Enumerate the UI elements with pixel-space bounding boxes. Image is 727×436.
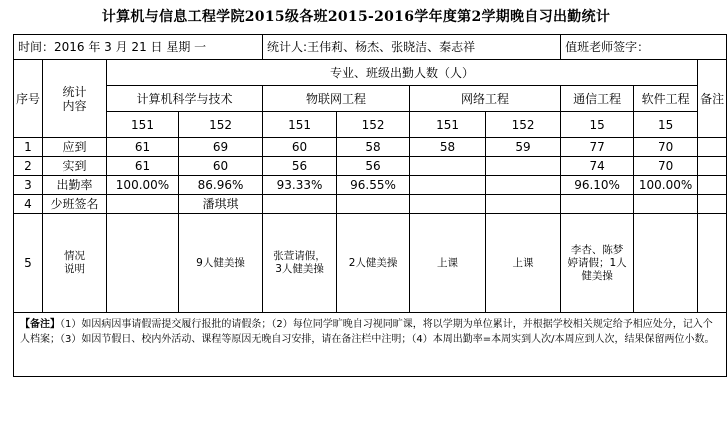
class-cell: 15 (561, 112, 634, 138)
data-cell: 96.55% (337, 176, 410, 195)
situation-row (14, 214, 727, 313)
data-cell: 56 (337, 157, 410, 176)
page-title: 计算机与信息工程学院2015级各班2015-2016学年度第2学期晚自习出勤统计 (101, 9, 611, 25)
row-label: 实到 (43, 157, 107, 176)
remark-header: 备注 (698, 60, 727, 138)
row-number: 3 (14, 176, 43, 195)
data-cell: 56 (263, 157, 337, 176)
signature-cell (486, 195, 561, 214)
time-cell: 时间：2016 年 3 月 21 日 星期 一 (14, 35, 263, 60)
data-cell: 61 (107, 138, 179, 157)
counters-cell: 统计人:王伟莉、杨杰、张晓洁、秦志祥 (263, 35, 561, 60)
row-label: 少班签名 (43, 195, 107, 214)
major-row (14, 86, 727, 112)
note-text: （1）如因病因事请假需提交履行报批的请假条；（2）每位同学旷晚自习视同旷课，将以学期为单位累计，并根据学校相关规定给予相应处分，记入个人档案；（3）如因节假日、校内外活动、课程等原因无晚自习安排，请在备注栏中注明；（4）本周出勤率=本周实到人次/本周应到人次，结果保留两位小数。 (20, 319, 715, 345)
note-cell (14, 313, 727, 377)
signature-cell: 值班老师签字： (561, 35, 727, 60)
row-number: 1 (14, 138, 43, 157)
remark-cell (698, 176, 727, 195)
signature-cell: 潘琪琪 (179, 195, 263, 214)
row-label: 出勤率 (43, 176, 107, 195)
situation-cell (107, 214, 179, 313)
situation-cell: 李杏、陈梦婷请假；1人健美操 (561, 214, 634, 313)
class-cell: 15 (634, 112, 698, 138)
situation-cell (634, 214, 698, 313)
situation-cell: 张萱请假，3人健美操 (263, 214, 337, 313)
class-cell: 152 (179, 112, 263, 138)
row-number: 2 (14, 157, 43, 176)
data-cell: 60 (179, 157, 263, 176)
data-cell: 60 (263, 138, 337, 157)
data-cell (410, 176, 486, 195)
data-cell: 61 (107, 157, 179, 176)
signature-cell (634, 195, 698, 214)
info-row (14, 35, 727, 60)
situation-cell: 2人健美操 (337, 214, 410, 313)
major-cs: 计算机科学与技术 (107, 86, 263, 112)
data-cell: 58 (410, 138, 486, 157)
class-cell: 151 (263, 112, 337, 138)
stat-header: 统计 内容 (43, 60, 107, 138)
signature-cell (263, 195, 337, 214)
class-cell: 152 (486, 112, 561, 138)
data-cell: 86.96% (179, 176, 263, 195)
signature-cell (337, 195, 410, 214)
major-network: 网络工程 (410, 86, 561, 112)
class-cell: 151 (107, 112, 179, 138)
row-label: 情况 说明 (43, 214, 107, 313)
row-number: 4 (14, 195, 43, 214)
group-header: 专业、班级出勤人数（人） (107, 60, 698, 86)
class-row (14, 112, 727, 138)
data-cell: 70 (634, 138, 698, 157)
remark-cell (698, 214, 727, 313)
table-row (14, 176, 727, 195)
situation-cell: 上课 (486, 214, 561, 313)
data-cell (486, 176, 561, 195)
data-cell: 69 (179, 138, 263, 157)
table-row (14, 157, 727, 176)
remark-cell (698, 138, 727, 157)
seq-header: 序号 (14, 60, 43, 138)
header-group-row (14, 60, 727, 86)
data-cell (410, 157, 486, 176)
data-cell: 70 (634, 157, 698, 176)
major-software: 软件工程 (634, 86, 698, 112)
remark-cell (698, 157, 727, 176)
data-cell: 58 (337, 138, 410, 157)
table-row (14, 138, 727, 157)
situation-cell: 9人健美操 (179, 214, 263, 313)
note-prefix: 【备注】 (20, 319, 60, 330)
signature-cell (107, 195, 179, 214)
remark-cell (698, 195, 727, 214)
sign-row (14, 195, 727, 214)
row-number: 5 (14, 214, 43, 313)
note-row (14, 313, 727, 377)
major-iot: 物联网工程 (263, 86, 410, 112)
data-cell: 74 (561, 157, 634, 176)
data-cell: 77 (561, 138, 634, 157)
major-communication: 通信工程 (561, 86, 634, 112)
class-cell: 152 (337, 112, 410, 138)
data-cell: 93.33% (263, 176, 337, 195)
data-cell (486, 157, 561, 176)
data-cell: 59 (486, 138, 561, 157)
attendance-table (13, 34, 727, 377)
signature-cell (410, 195, 486, 214)
class-cell: 151 (410, 112, 486, 138)
signature-cell (561, 195, 634, 214)
row-label: 应到 (43, 138, 107, 157)
situation-cell: 上课 (410, 214, 486, 313)
data-cell: 100.00% (107, 176, 179, 195)
data-cell: 100.00% (634, 176, 698, 195)
data-cell: 96.10% (561, 176, 634, 195)
